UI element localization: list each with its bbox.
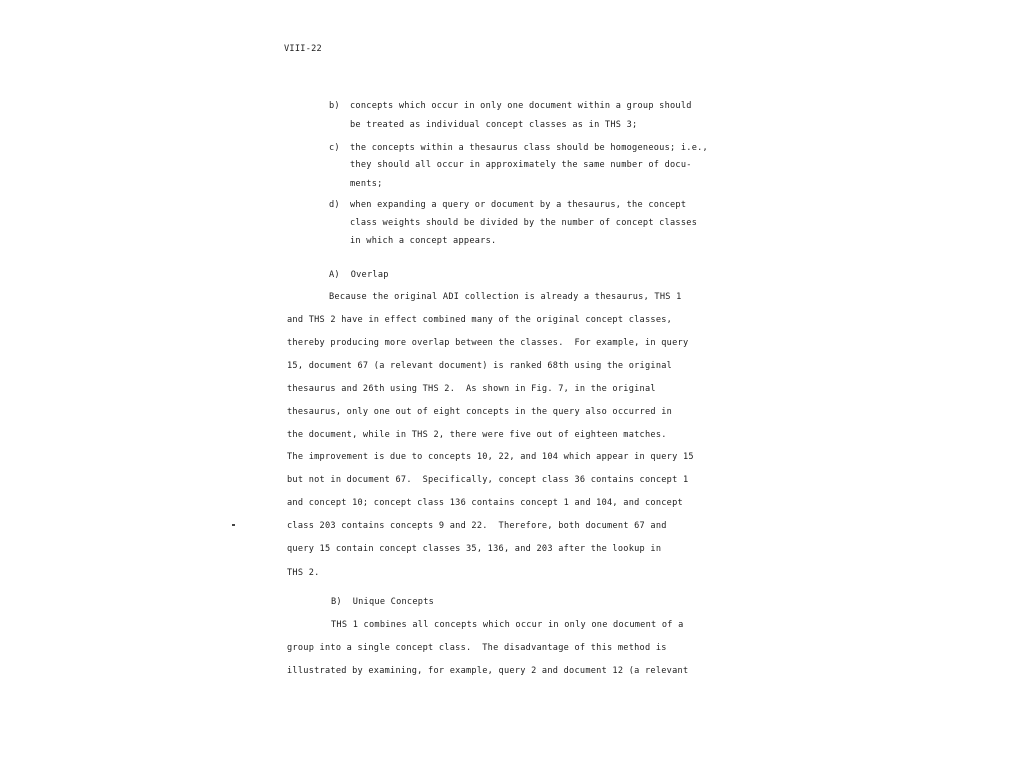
list-marker-b: b) xyxy=(329,101,340,111)
section-a-line-4: 15, document 67 (a relevant document) is ranked 68th using the original xyxy=(287,361,673,371)
list-c-line-1: the concepts within a thesaurus class should be homogeneous; i.e., xyxy=(350,143,708,153)
section-b-line-2: group into a single concept class. The disadvantage of this method is xyxy=(287,643,667,653)
list-d-line-1: when expanding a query or document by a thesaurus, the concept xyxy=(350,200,687,210)
list-b-line-1: concepts which occur in only one document within a group should xyxy=(350,101,692,111)
section-a-line-7: the document, while in THS 2, there were five out of eighteen matches. xyxy=(287,430,667,440)
list-b-line-2: be treated as individual concept classes as in THS 3; xyxy=(350,120,638,130)
section-a-line-8: The improvement is due to concepts 10, 22, and 104 which appear in query 15 xyxy=(287,452,694,462)
section-a-line-2: and THS 2 have in effect combined many of the original concept classes, xyxy=(287,315,673,325)
list-d-line-3: in which a concept appears. xyxy=(350,236,497,246)
section-a-line-13: THS 2. xyxy=(287,568,320,578)
section-a-heading: A) Overlap xyxy=(329,270,389,280)
page-id: VIII-22 xyxy=(284,44,322,54)
section-a-line-10: and concept 10; concept class 136 contains concept 1 and 104, and concept xyxy=(287,498,683,508)
section-b-heading: B) Unique Concepts xyxy=(331,597,435,607)
list-marker-c: c) xyxy=(329,143,340,153)
section-a-line-11: class 203 contains concepts 9 and 22. Therefore, both document 67 and xyxy=(287,521,667,531)
list-c-line-2: they should all occur in approximately the same number of docu- xyxy=(350,160,692,170)
section-a-line-3: thereby producing more overlap between the classes. For example, in query xyxy=(287,338,689,348)
section-a-line-9: but not in document 67. Specifically, concept class 36 contains concept 1 xyxy=(287,475,689,485)
section-a-line-1: Because the original ADI collection is already a thesaurus, THS 1 xyxy=(329,292,682,302)
section-b-line-3: illustrated by examining, for example, query 2 and document 12 (a relevant xyxy=(287,666,689,676)
list-d-line-2: class weights should be divided by the number of concept classes xyxy=(350,218,698,228)
list-c-line-3: ments; xyxy=(350,179,383,189)
margin-speck xyxy=(232,524,235,526)
section-a-line-6: thesaurus, only one out of eight concepts in the query also occurred in xyxy=(287,407,673,417)
list-marker-d: d) xyxy=(329,200,340,210)
section-a-line-5: thesaurus and 26th using THS 2. As shown in Fig. 7, in the original xyxy=(287,384,656,394)
section-b-line-1: THS 1 combines all concepts which occur in only one document of a xyxy=(331,620,684,630)
section-a-line-12: query 15 contain concept classes 35, 136, and 203 after the lookup in xyxy=(287,544,662,554)
